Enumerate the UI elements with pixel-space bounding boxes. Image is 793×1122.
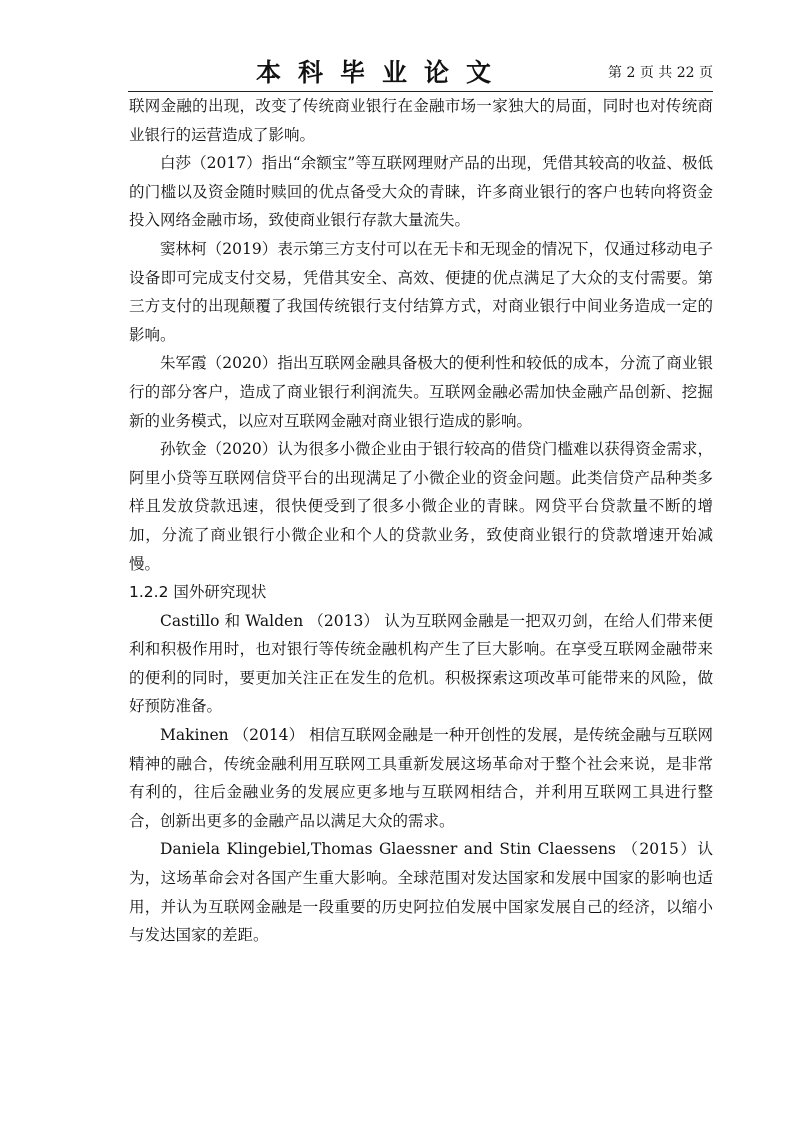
thesis-title: 本科毕业论文 — [256, 58, 509, 87]
paragraph: 朱军霞（2020）指出互联网金融具备极大的便利性和较低的成本，分流了商业银行的部分客户，造成了商业银行利润流失。互联网金融必需加快金融产品创新、挖掘新的业务模式，以应对互联网金融对商业银行造成的影响。 — [129, 354, 713, 430]
paragraph: Castillo 和 Walden （2013） 认为互联网金融是一把双刃剑，在给人们带来便利和积极作用时，也对银行等传统金融机构产生了巨大影响。在享受互联网金融带来的便利的同时，要更加关注正在发生的危机。积极探索这项改革可能带来的风险，做好预防准备。 — [129, 611, 713, 716]
body-text — [129, 92, 713, 950]
paragraph: 白莎（2017）指出“余额宝”等互联网理财产品的出现，凭借其较高的收益、极低的门槛以及资金随时赎回的优点备受大众的青睐，许多商业银行的客户也转向将资金投入网络金融市场，致使商业银行存款大量流失。 — [129, 154, 713, 230]
paragraph: Makinen （2014） 相信互联网金融是一种开创性的发展，是传统金融与互联网精神的融合，传统金融利用互联网工具重新发展这场革命对于整个社会来说，是非常有利的，往后金融业务的发展应更多地与互联网相结合，并利用互联网工具进行整合，创新出更多的金融产品以满足大众的需求。 — [129, 726, 713, 830]
section-heading: 1.2.2 国外研究现状 — [129, 583, 267, 602]
paragraph: 孙钦金（2020）认为很多小微企业由于银行较高的借贷门槛难以获得资金需求，阿里小贷等互联网信贷平台的出现满足了小微企业的资金问题。此类信贷产品种类多样且发放贷款迅速，很快便受到了很多小微企业的青睐。网贷平台贷款量不断的增加，分流了商业银行小微企业和个人的贷款业务，致使商业银行的贷款增速开始减慢。 — [129, 440, 713, 573]
page-number: 第 2 页 共 22 页 — [608, 65, 713, 81]
paragraph: 联网金融的出现，改变了传统商业银行在金融市场一家独大的局面，同时也对传统商业银行的运营造成了影响。 — [129, 97, 713, 144]
paragraph: 窦林柯（2019）表示第三方支付可以在无卡和无现金的情况下，仅通过移动电子设备即可完成支付交易，凭借其安全、高效、便捷的优点满足了大众的支付需要。第三方支付的出现颠覆了我国传统银行支付结算方式，对商业银行中间业务造成一定的影响。 — [129, 239, 713, 344]
paragraph: Daniela Klingebiel,Thomas Glaessner and Stin Claessens （2015）认为，这场革命会对各国产生重大影响。全球范围对发达国家和发展中国家的影响也适用，并认为互联网金融是一段重要的历史阿拉伯发展中国家发展自己的经济，以缩小与发达国家的差距。 — [129, 840, 713, 945]
page-header — [128, 55, 713, 92]
